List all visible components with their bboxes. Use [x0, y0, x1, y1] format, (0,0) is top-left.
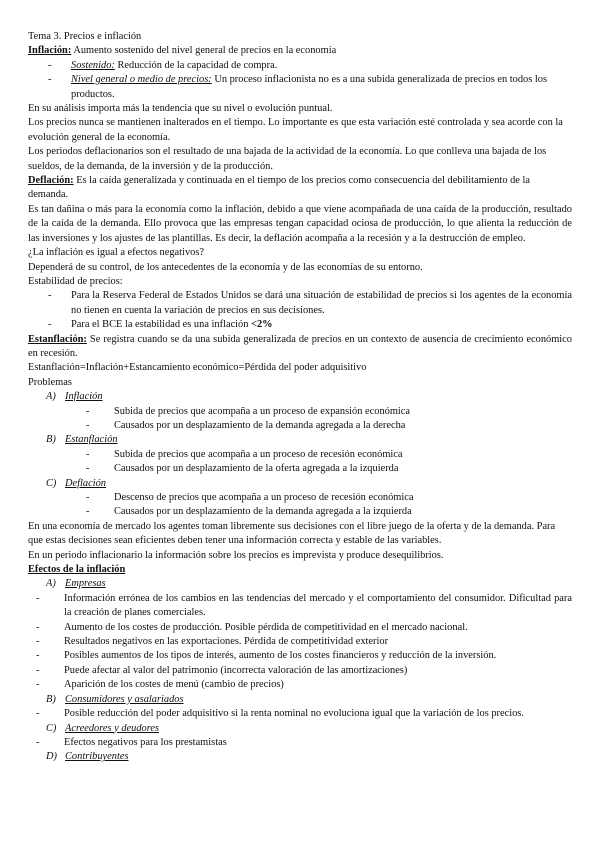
- list-item: - Posibles aumentos de los tipos de interés, aumento de los costes financieros y reducción de la inversión.: [28, 649, 572, 663]
- list-item: - Aparición de los costes de menú (cambio de precios): [28, 678, 572, 692]
- problemas-group-c: C) Deflación: [46, 477, 106, 489]
- list-item: - Nivel general o medio de precios: Un proceso inflacionista no es a una subida generalizada de precios en todos los productos.: [28, 73, 572, 102]
- paragraph: Los precios nunca se mantienen inalterados en el tiempo. Lo importante es que esta variación esté controlada y sea acorde con la evolución general de la economía.: [28, 117, 563, 143]
- paragraph: En un periodo inflacionario la información sobre los precios es imprevista y produce desequilibrios.: [28, 549, 444, 561]
- efectos-group-b: B) Consumidores y asalariados: [46, 693, 184, 705]
- list-item: - Efectos negativos para los prestamistas: [28, 736, 572, 750]
- estanflacion-formula: Estanflación=Inflación+Estancamiento económico=Pérdida del poder adquisitivo: [28, 362, 367, 374]
- inflacion-definition: Inflación: Aumento sostenido del nivel general de precios en la economía: [28, 45, 337, 57]
- paragraph: Dependerá de su control, de los antecedentes de la economía y de las economías de su entorno.: [28, 261, 423, 273]
- paragraph: En una economía de mercado los agentes toman libremente sus decisiones con el libre juego de la oferta y de la demanda. Para que estas decisiones sean eficientes deben tener una información correcta y estable de las variables.: [28, 520, 556, 547]
- list-item: - Causados por un desplazamiento de la demanda agregada a la derecha: [28, 419, 572, 433]
- question: ¿La inflación es igual a efectos negativos?: [28, 247, 204, 259]
- efectos-group-c: C) Acreedores y deudores: [46, 722, 160, 734]
- inflacion-term: Inflación:: [28, 45, 72, 57]
- problemas-title: Problemas: [28, 376, 72, 388]
- paragraph: Los periodos deflacionarios son el resultado de una bajada de la actividad de la economía. Lo que conlleva una bajada de los sueldos, de la demanda, de la inversión y de la producción.: [28, 146, 547, 172]
- estanflacion-term: Estanflación:: [28, 333, 87, 345]
- efectos-title: Efectos de la inflación: [28, 564, 126, 576]
- list-item: - Sostenido: Reducción de la capacidad de compra.: [28, 59, 572, 73]
- list-item: - Causados por un desplazamiento de la demanda agregada a la izquierda: [28, 505, 572, 519]
- list-item: - Posible reducción del poder adquisitivo si la renta nominal no evoluciona igual que la variación de los precios.: [28, 707, 572, 721]
- problemas-group-a: A) Inflación: [46, 391, 103, 403]
- list-item: - Resultados negativos en las exportaciones. Pérdida de competitividad exterior: [28, 635, 572, 649]
- list-item: - Para la Reserva Federal de Estados Unidos se dará una situación de estabilidad de precios si los agentes de la economía no tienen en cuenta la variación de precios en sus decisiones.: [28, 289, 572, 318]
- page-title: Tema 3. Precios e inflación: [28, 31, 142, 42]
- list-item: - Descenso de precios que acompaña a un proceso de recesión económica: [28, 491, 572, 505]
- list-item: - Puede afectar al valor del patrimonio (incorrecta valoración de las amortizaciones): [28, 664, 572, 678]
- list-item: - Aumento de los costes de producción. Posible pérdida de competitividad en el mercado nacional.: [28, 621, 572, 635]
- efectos-group-d: D) Contribuyentes: [46, 751, 129, 763]
- deflacion-definition: Deflación: Es la caída generalizada y continuada en el tiempo de los precios como consecuencia del debilitamiento de la demanda.: [28, 175, 531, 201]
- problemas-group-b: B) Estanflación: [46, 434, 118, 446]
- deflacion-term: Deflación:: [28, 175, 74, 187]
- efectos-group-a: A) Empresas: [46, 578, 106, 590]
- paragraph: Es tan dañina o más para la economía como la inflación, debido a que viene acompañada de una caída de la producción, resultado de la caída de la demanda. Ello provoca que las empresas tengan capacidad ociosa de producción, lo que alienta la reducción de las inversiones y los ajustes de las plantillas. Es decir, la deflación acompaña a la recesión y a la destrucción de empleo.: [28, 203, 572, 244]
- list-item: - Causados por un desplazamiento de la oferta agregada a la izquierda: [28, 462, 572, 476]
- list-item: - Información errónea de los cambios en las tendencias del mercado y el comportamiento del consumidor. Dificultad para la creación de planes comerciales.: [28, 592, 572, 621]
- estabilidad-title: Estabilidad de precios:: [28, 275, 123, 287]
- estanflacion-definition: Estanflación: Se registra cuando se da una subida generalizada de precios en un contexto de ausencia de crecimiento económico en recesión.: [28, 333, 572, 359]
- list-item: - Subida de precios que acompaña a un proceso de recesión económica: [28, 448, 572, 462]
- list-item: - Subida de precios que acompaña a un proceso de expansión económica: [28, 405, 572, 419]
- list-item: - Para el BCE la estabilidad es una inflación <2%: [28, 318, 572, 332]
- paragraph: En su análisis importa más la tendencia que su nivel o evolución puntual.: [28, 103, 333, 115]
